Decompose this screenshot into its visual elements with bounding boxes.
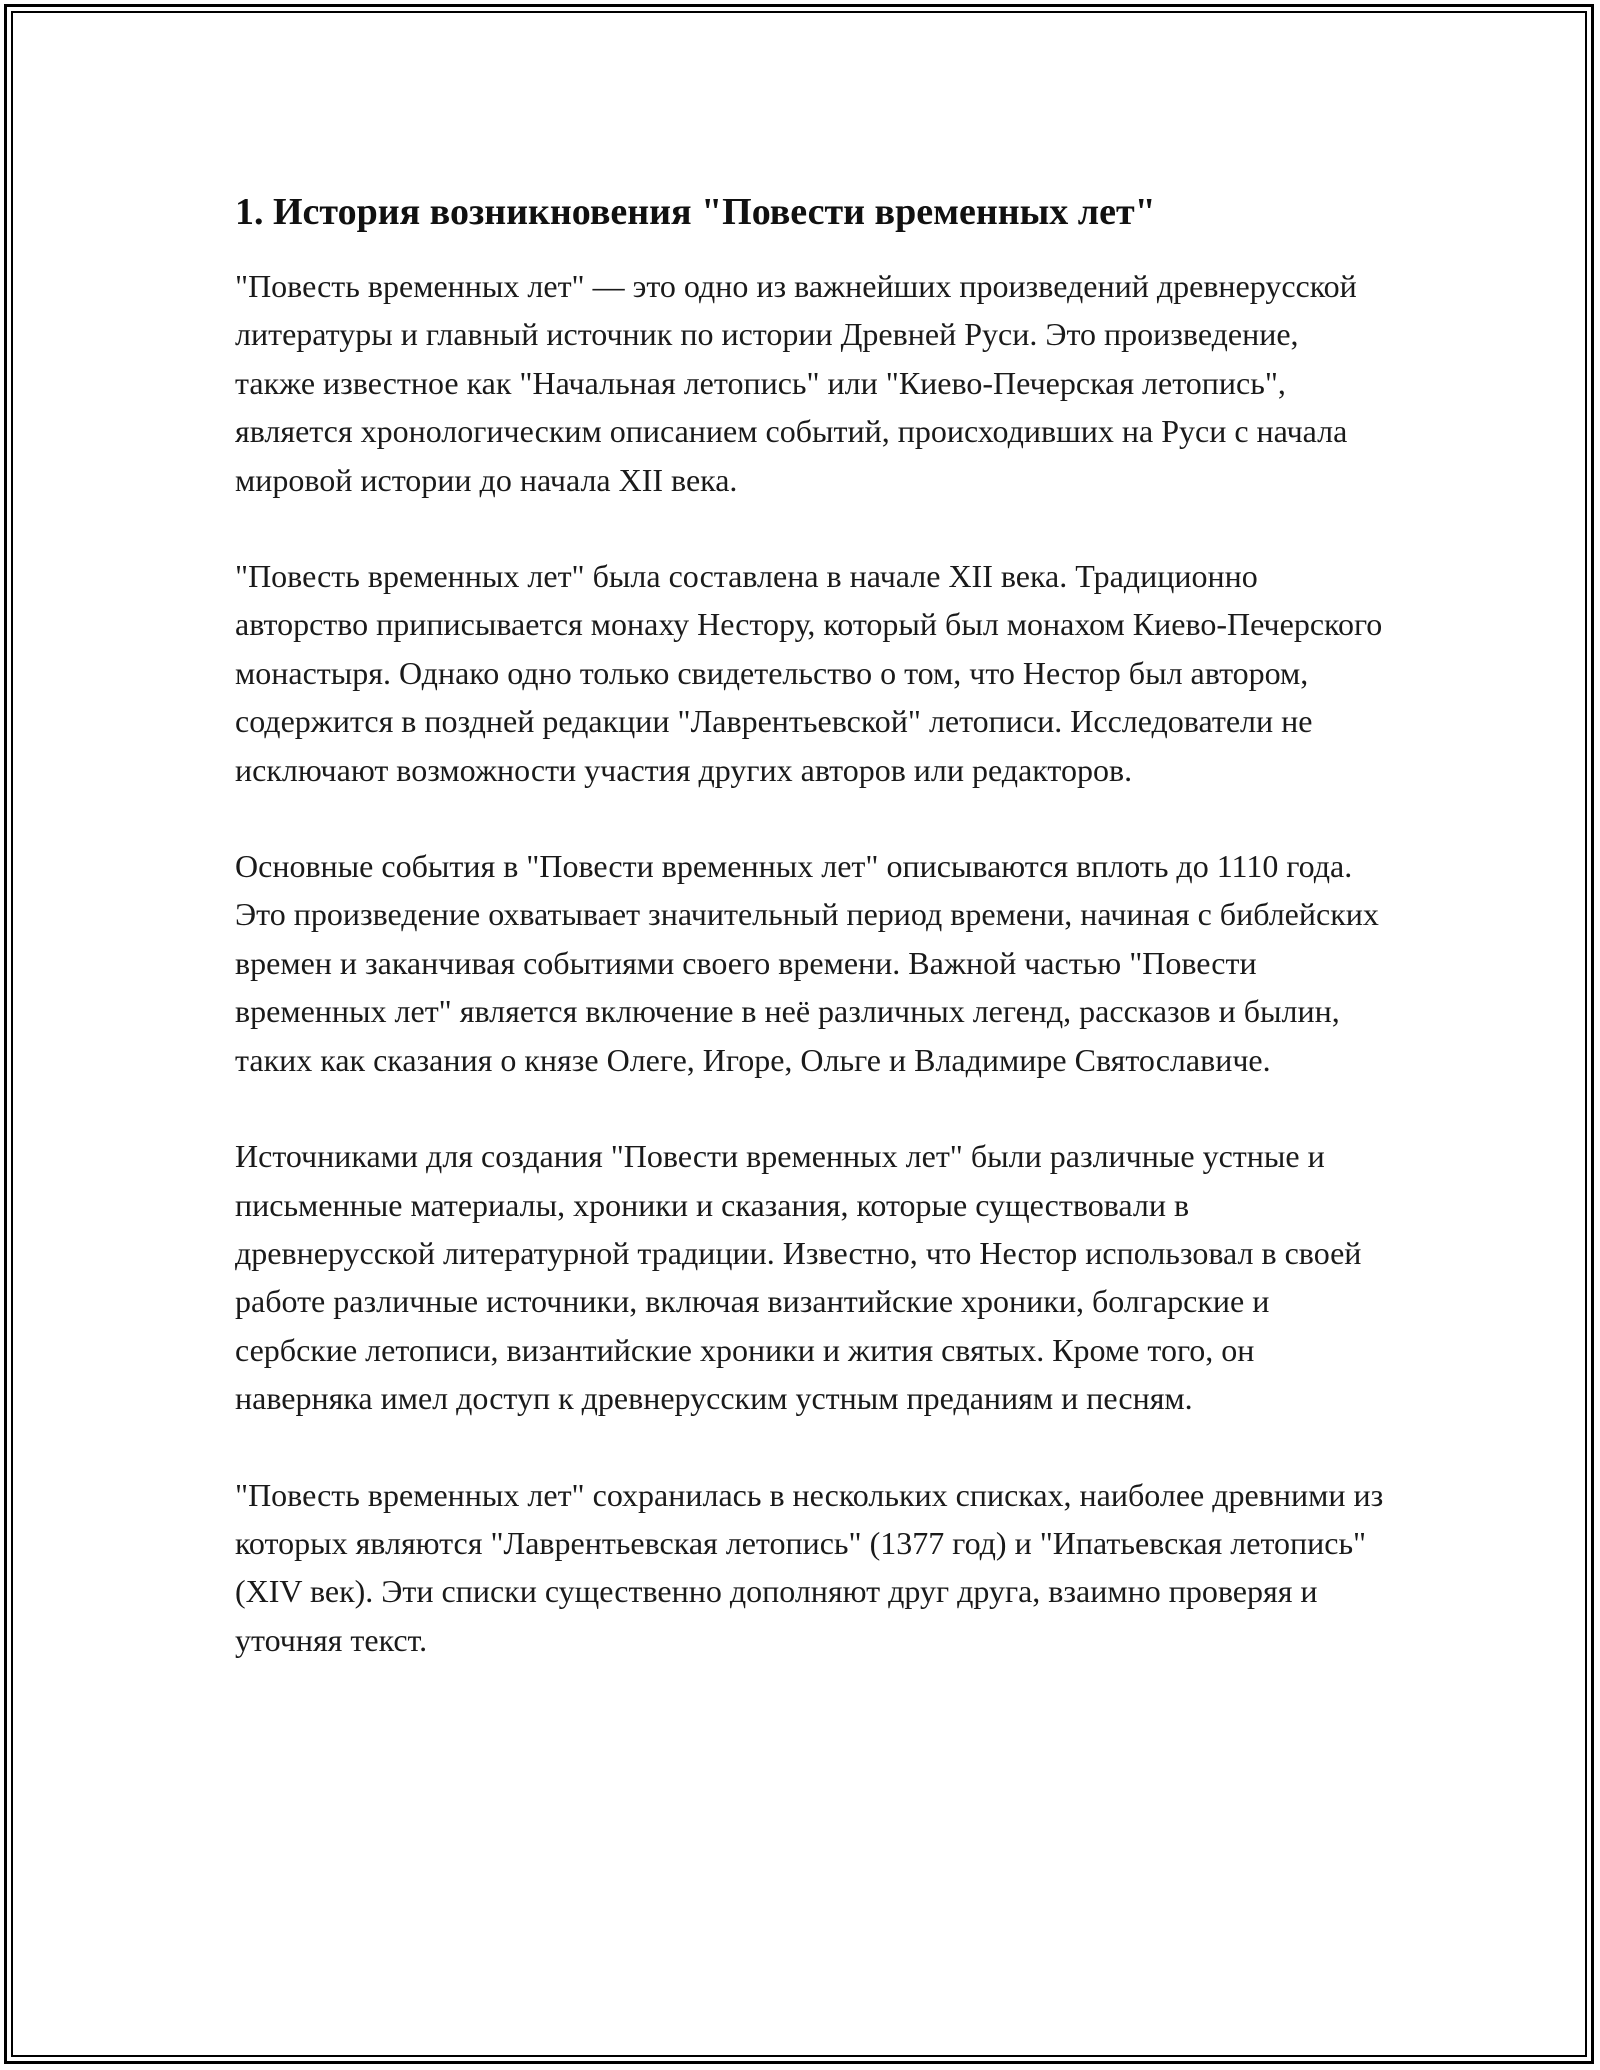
paragraph-1: "Повесть временных лет" — это одно из важнейших произведений древнерусской литературы и главный источник по истории Древней Руси. Это произведение, также известное как "Начальная летопись" или "Киево-Печерская летопись", является хронологическим описанием событий, происходивших на Руси с начала мировой истории до начала XII века. [235, 268, 1357, 498]
paragraph-3: Основные события в "Повести временных лет" описываются вплоть до 1110 года. Это произведение охватывает значительный период времени, начиная с библейских времен и заканчивая событиями своего времени. Важной частью "Повести временных лет" является включение в неё различных легенд, рассказов и былин, таких как сказания о князе Олеге, Игоре, Ольге и Владимире Святославиче. [235, 848, 1379, 1078]
document-body [235, 186, 1385, 1712]
section-heading: 1. История возникновения "Повести временных лет" [235, 191, 1156, 233]
paragraph-5: "Повесть временных лет" сохранилась в нескольких списках, наиболее древними из которых являются "Лаврентьевская летопись" (1377 год) и "Ипатьевская летопись" (XIV век). Эти списки существенно дополняют друг друга, взаимно проверяя и уточняя текст. [235, 1476, 1384, 1658]
paragraph-4: Источниками для создания "Повести временных лет" были различные устные и письменные материалы, хроники и сказания, которые существовали в древнерусской литературной традиции. Известно, что Нестор использовал в своей работе различные источники, включая византийские хроники, болгарские и сербские летописи, византийские хроники и жития святых. Кроме того, он наверняка имел доступ к древнерусским устным преданиям и песням. [235, 1138, 1362, 1417]
paragraph-2: "Повесть временных лет" была составлена в начале XII века. Традиционно авторство приписывается монаху Нестору, который был монахом Киево-Печерского монастыря. Однако одно только свидетельство о том, что Нестор был автором, содержится в поздней редакции "Лаврентьевской" летописи. Исследователи не исключают возможности участия других авторов или редакторов. [235, 558, 1383, 788]
